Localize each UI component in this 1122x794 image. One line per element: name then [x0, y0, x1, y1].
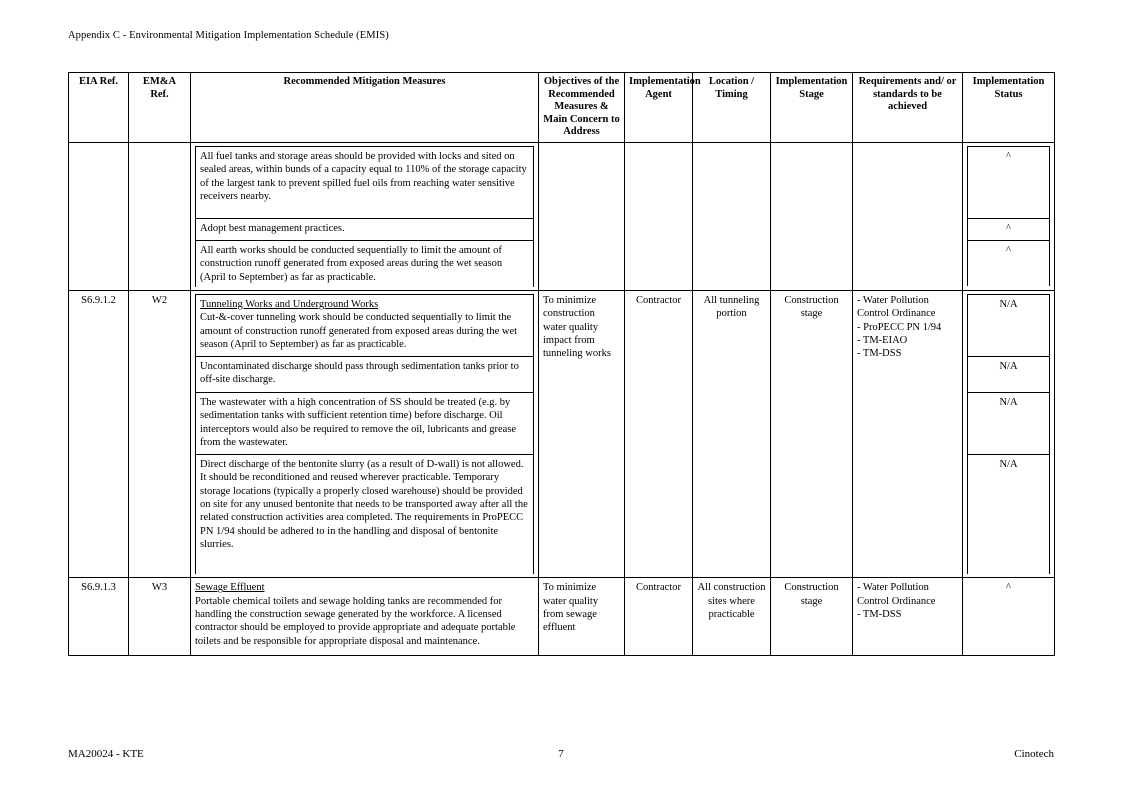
document-header: Appendix C - Environmental Mitigation Implementation Schedule (EMIS) [68, 30, 389, 41]
cell-measures [191, 290, 539, 578]
cell-agent: Contractor [625, 578, 693, 656]
cell-emea-ref: W2 [129, 290, 191, 578]
status-value: N/A [968, 356, 1050, 392]
requirement-line: - TM-DSS [857, 348, 902, 360]
column-header-emea-ref: EM&A Ref. [129, 73, 191, 143]
column-header-agent: Implementation Agent [625, 73, 693, 143]
requirement-line: - Water Pollution Control Ordinance [857, 582, 936, 607]
table-row [69, 578, 1055, 656]
measure-item [196, 294, 534, 356]
measure-item: Adopt best management practices. [196, 218, 534, 240]
measure-item: Uncontaminated discharge should pass through sedimentation tanks prior to off-site discharge. [196, 356, 534, 392]
measure-item: All earth works should be conducted sequentially to limit the amount of construction runoff generated from exposed areas during the wet season (April to September) as far as practicable. [196, 240, 534, 286]
status-value: N/A [968, 392, 1050, 454]
cell-emea-ref: W3 [129, 578, 191, 656]
status-value: N/A [968, 294, 1050, 356]
measure-subtitle: Sewage Effluent [195, 582, 265, 594]
cell-objectives [539, 142, 625, 290]
measure-text: Cut-&-cover tunneling work should be conducted sequentially to limit the amount of construction runoff generated from exposed areas during the wet season (April to September) as far as practicable. [200, 312, 518, 350]
cell-status: ^ [963, 578, 1055, 656]
column-header-objectives: Objectives of the Recommended Measures & Main Concern to Address [539, 73, 625, 143]
requirement-line: - TM-EIAO [857, 334, 908, 346]
footer-project-ref: MA20024 - KTE [68, 748, 144, 760]
table-header-row [69, 73, 1055, 143]
column-header-stage: Implementation Stage [771, 73, 853, 143]
cell-eia-ref: S6.9.1.3 [69, 578, 129, 656]
status-value: ^ [968, 146, 1050, 218]
column-header-eia-ref: EIA Ref. [69, 73, 129, 143]
cell-measures [191, 578, 539, 656]
cell-agent [625, 142, 693, 290]
table-row [69, 290, 1055, 578]
cell-location [693, 142, 771, 290]
cell-location: All construction sites where practicable [693, 578, 771, 656]
status-value: N/A [968, 454, 1050, 574]
cell-requirements [853, 578, 963, 656]
measure-item: Direct discharge of the bentonite slurry (as a result of D-wall) is not allowed. It should be reconditioned and reused wherever practicable. Temporary storage locations (typically a properly closed warehouse) should be provided on site for any unused bentonite that needs to be transported away after all the related construction activities area completed. The requirements in ProPECC PN 1/94 should be adhered to in the handling and disposal of bentonite slurries. [196, 454, 534, 574]
cell-requirements [853, 290, 963, 578]
cell-objectives: To minimize construction water quality impact from tunneling works [539, 290, 625, 578]
cell-eia-ref: S6.9.1.2 [69, 290, 129, 578]
emis-table [68, 72, 1055, 656]
cell-status [963, 142, 1055, 290]
column-header-location: Location / Timing [693, 73, 771, 143]
status-value: ^ [968, 240, 1050, 286]
cell-stage: Construction stage [771, 290, 853, 578]
column-header-requirements: Requirements and/ or standards to be achieved [853, 73, 963, 143]
cell-objectives: To minimize water quality from sewage effluent [539, 578, 625, 656]
table-row [69, 142, 1055, 290]
measure-subtitle: Tunneling Works and Underground Works [200, 298, 379, 310]
cell-emea-ref [129, 142, 191, 290]
requirement-line: - Water Pollution Control Ordinance [857, 294, 936, 320]
requirement-line: - ProPECC PN 1/94 [857, 321, 942, 333]
measure-text: Portable chemical toilets and sewage holding tanks are recommended for handling the construction sewage generated by the workforce. A licensed contractor should be employed to provide appropriate and adequate portable toilets and be responsible for appropriate disposal and maintenance. [195, 595, 516, 647]
cell-stage: Construction stage [771, 578, 853, 656]
cell-agent: Contractor [625, 290, 693, 578]
cell-measures [191, 142, 539, 290]
cell-status [963, 290, 1055, 578]
cell-requirements [853, 142, 963, 290]
footer-page-number: 7 [558, 748, 564, 760]
requirement-line: - TM-DSS [857, 609, 902, 621]
cell-eia-ref [69, 142, 129, 290]
column-header-measures: Recommended Mitigation Measures [191, 73, 539, 143]
measure-item: The wastewater with a high concentration of SS should be treated (e.g. by sedimentation tanks with sufficient retention time) before discharge. Oil interceptors would also be required to remove the oil, lubricants and grease from the wastewater. [196, 392, 534, 454]
cell-stage [771, 142, 853, 290]
footer-company: Cinotech [1014, 748, 1054, 760]
measure-item: All fuel tanks and storage areas should be provided with locks and sited on sealed areas, within bunds of a capacity equal to 110% of the storage capacity of the largest tank to prevent spilled fuel oils from reaching water sensitive receivers nearby. [196, 146, 534, 218]
status-value: ^ [968, 218, 1050, 240]
column-header-status: Implementation Status [963, 73, 1055, 143]
cell-location: All tunneling portion [693, 290, 771, 578]
